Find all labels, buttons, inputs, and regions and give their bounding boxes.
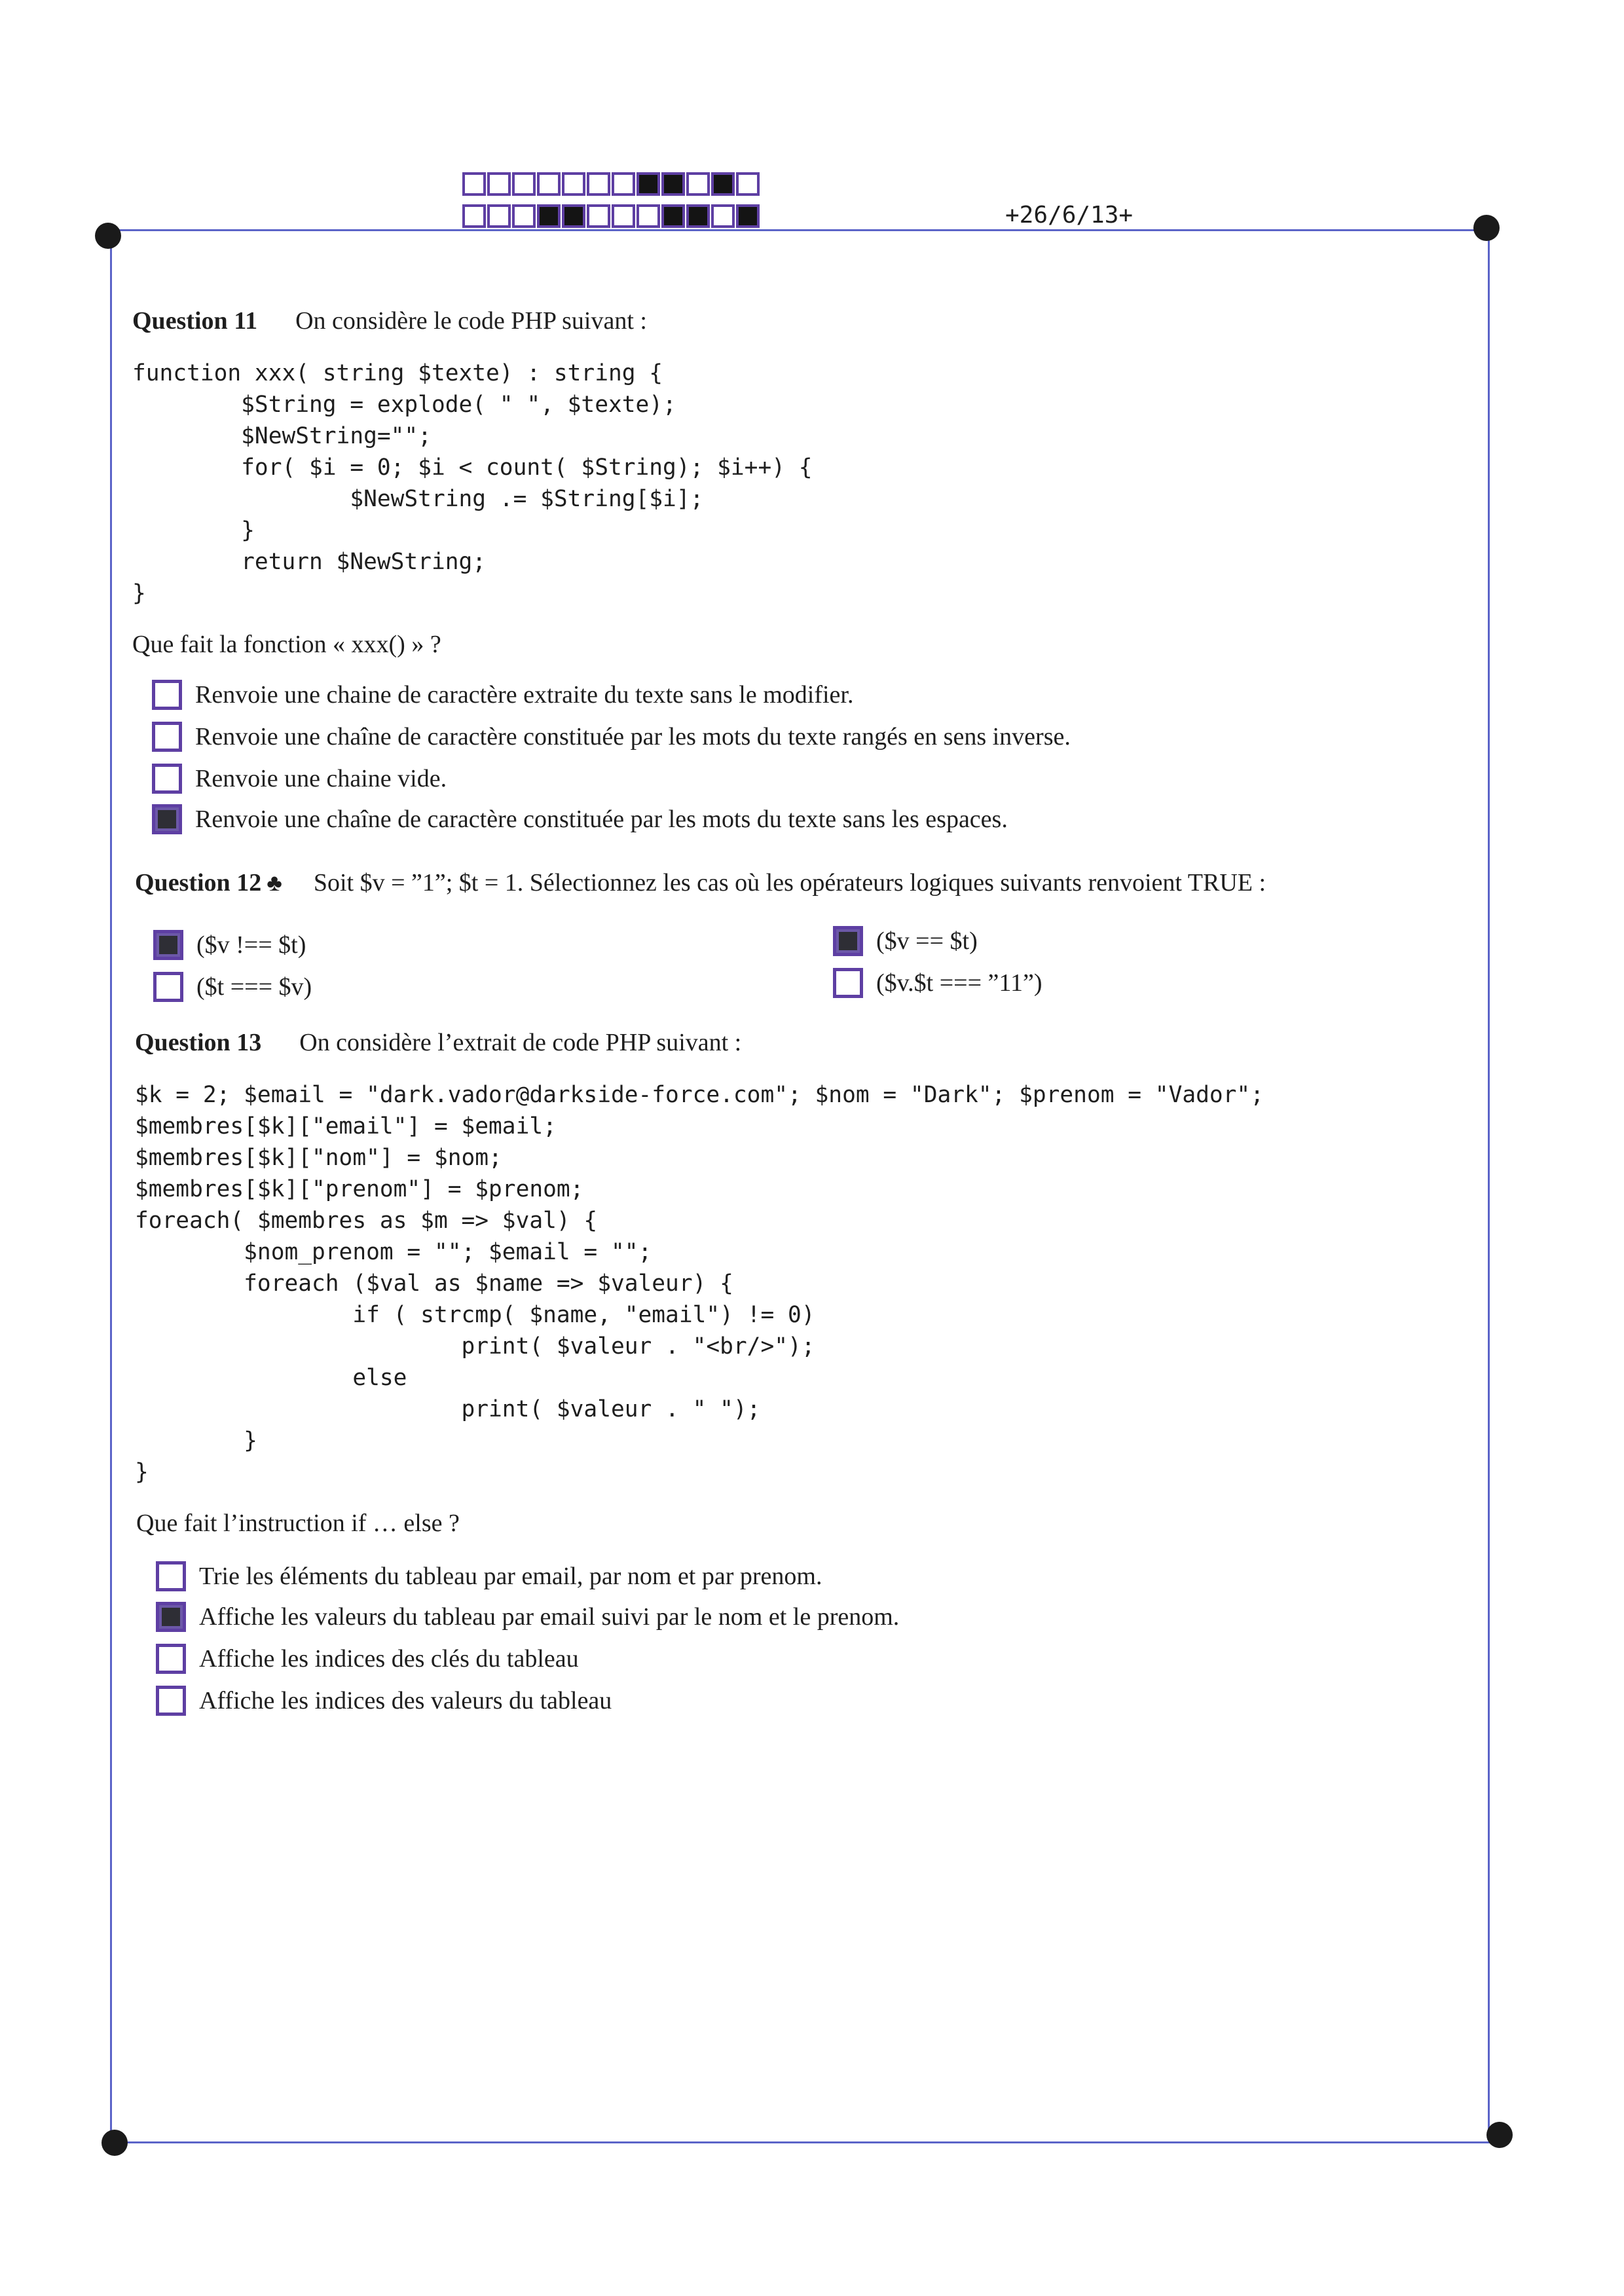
code-cell (587, 172, 610, 196)
answer-label: Affiche les valeurs du tableau par email suivi par le nom et le prenom. (199, 1603, 900, 1631)
code-cell (612, 204, 635, 228)
code-cell (462, 172, 486, 196)
code-cell (562, 172, 585, 196)
answer-label: ($v == $t) (876, 927, 978, 955)
answer-checkbox[interactable] (156, 1602, 186, 1632)
question-12-option[interactable] (153, 972, 312, 1002)
registration-mark-bottom-right (1486, 2122, 1513, 2148)
answer-checkbox[interactable] (833, 968, 863, 998)
code-cell (537, 204, 561, 228)
question-11-intro: On considère le code PHP suivant : (295, 307, 647, 335)
question-13-prompt: Que fait l’instruction if … else ? (136, 1509, 460, 1537)
question-13-intro: On considère l’extrait de code PHP suivant : (299, 1029, 742, 1056)
question-13-option[interactable] (156, 1644, 579, 1674)
page-identifier: +26/6/13+ (1005, 202, 1134, 229)
code-cell (487, 204, 511, 228)
question-11-code: function xxx( string $texte) : string { $String = explode( " ", $texte); $NewString=""; for( $i = 0; $i < count( $String); $i++) { $NewString .= $String[$i]; } return $NewString; } (132, 360, 813, 606)
code-cell (637, 204, 660, 228)
answer-checkbox[interactable] (152, 764, 182, 794)
question-12-header (135, 868, 1266, 897)
frame-left-border (110, 236, 112, 2145)
code-cell (462, 204, 486, 228)
question-13-header (135, 1028, 741, 1057)
question-12-option[interactable] (153, 930, 306, 960)
question-12-option[interactable] (833, 926, 978, 956)
answer-label: Renvoie une chaine vide. (195, 765, 447, 792)
answer-checkbox[interactable] (156, 1644, 186, 1674)
club-icon: ♣ (267, 870, 282, 896)
answer-label: Trie les éléments du tableau par email, par nom et par prenom. (199, 1563, 822, 1590)
question-11-option[interactable] (152, 764, 447, 794)
question-11-prompt: Que fait la fonction « xxx() » ? (132, 631, 441, 658)
code-cell (512, 172, 536, 196)
answer-checkbox[interactable] (153, 972, 183, 1002)
answer-checkbox[interactable] (152, 804, 182, 834)
answer-checkbox[interactable] (156, 1686, 186, 1716)
answer-label: Renvoie une chaîne de caractère constituée par les mots du texte rangés en sens inverse. (195, 723, 1071, 750)
page-code-strip-top (462, 172, 761, 196)
code-cell (686, 204, 710, 228)
question-13-option[interactable] (156, 1686, 612, 1716)
answer-label: Affiche les indices des clés du tableau (199, 1645, 579, 1673)
answer-label: Renvoie une chaine de caractère extraite du texte sans le modifier. (195, 681, 854, 709)
frame-top-border (111, 229, 1486, 231)
question-13-label: Question 13 (135, 1029, 262, 1056)
question-13-option[interactable] (156, 1561, 822, 1591)
code-cell (487, 172, 511, 196)
question-11-label: Question 11 (132, 307, 258, 335)
code-cell (661, 204, 685, 228)
answer-checkbox[interactable] (152, 680, 182, 710)
answer-checkbox[interactable] (833, 926, 863, 956)
code-cell (736, 172, 760, 196)
code-cell (711, 172, 735, 196)
registration-mark-top-right (1473, 215, 1500, 241)
code-cell (711, 204, 735, 228)
code-cell (661, 172, 685, 196)
question-13-code: $k = 2; $email = "dark.vador@darkside-force.com"; $nom = "Dark"; $prenom = "Vador"; $membres[$k]["email"] = $email; $membres[$k]["nom"] = $nom; $membres[$k]["prenom"] = $prenom; foreach( $membres as $m => $val) { $nom_prenom = ""; $email = ""; foreach ($val as $name => $valeur) { if ( strcmp( $name, "email") != 0) print( $valeur . "<br/>"); else print( $valeur . " "); } } (135, 1082, 1264, 1485)
answer-label: Renvoie une chaîne de caractère constituée par les mots du texte sans les espaces. (195, 805, 1008, 833)
answer-label: ($v !== $t) (196, 931, 306, 959)
question-11-option[interactable] (152, 680, 853, 710)
question-13-option[interactable] (156, 1602, 899, 1632)
answer-label: ($t === $v) (196, 973, 312, 1001)
question-11-header (132, 306, 647, 335)
code-cell (612, 172, 635, 196)
code-cell (736, 204, 760, 228)
code-cell (587, 204, 610, 228)
code-cell (512, 204, 536, 228)
question-11-option[interactable] (152, 804, 1008, 834)
answer-label: Affiche les indices des valeurs du tableau (199, 1687, 612, 1714)
question-11-option[interactable] (152, 722, 1071, 752)
code-cell (562, 204, 585, 228)
answer-checkbox[interactable] (152, 722, 182, 752)
answer-checkbox[interactable] (156, 1561, 186, 1591)
answer-checkbox[interactable] (153, 930, 183, 960)
frame-right-border (1488, 229, 1490, 2138)
code-cell (637, 172, 660, 196)
question-12-option[interactable] (833, 968, 1043, 998)
code-cell (537, 172, 561, 196)
question-12-intro: Soit $v = ”1”; $t = 1. Sélectionnez les cas où les opérateurs logiques suivants renvoient TRUE : (313, 869, 1266, 897)
registration-mark-bottom-left (101, 2130, 128, 2156)
registration-mark-top-left (95, 223, 121, 249)
answer-label: ($v.$t === ”11”) (876, 969, 1043, 997)
question-12-label: Question 12 ♣ (135, 869, 282, 897)
code-cell (686, 172, 710, 196)
page-code-strip-bottom (462, 204, 761, 228)
frame-bottom-border (115, 2141, 1496, 2143)
